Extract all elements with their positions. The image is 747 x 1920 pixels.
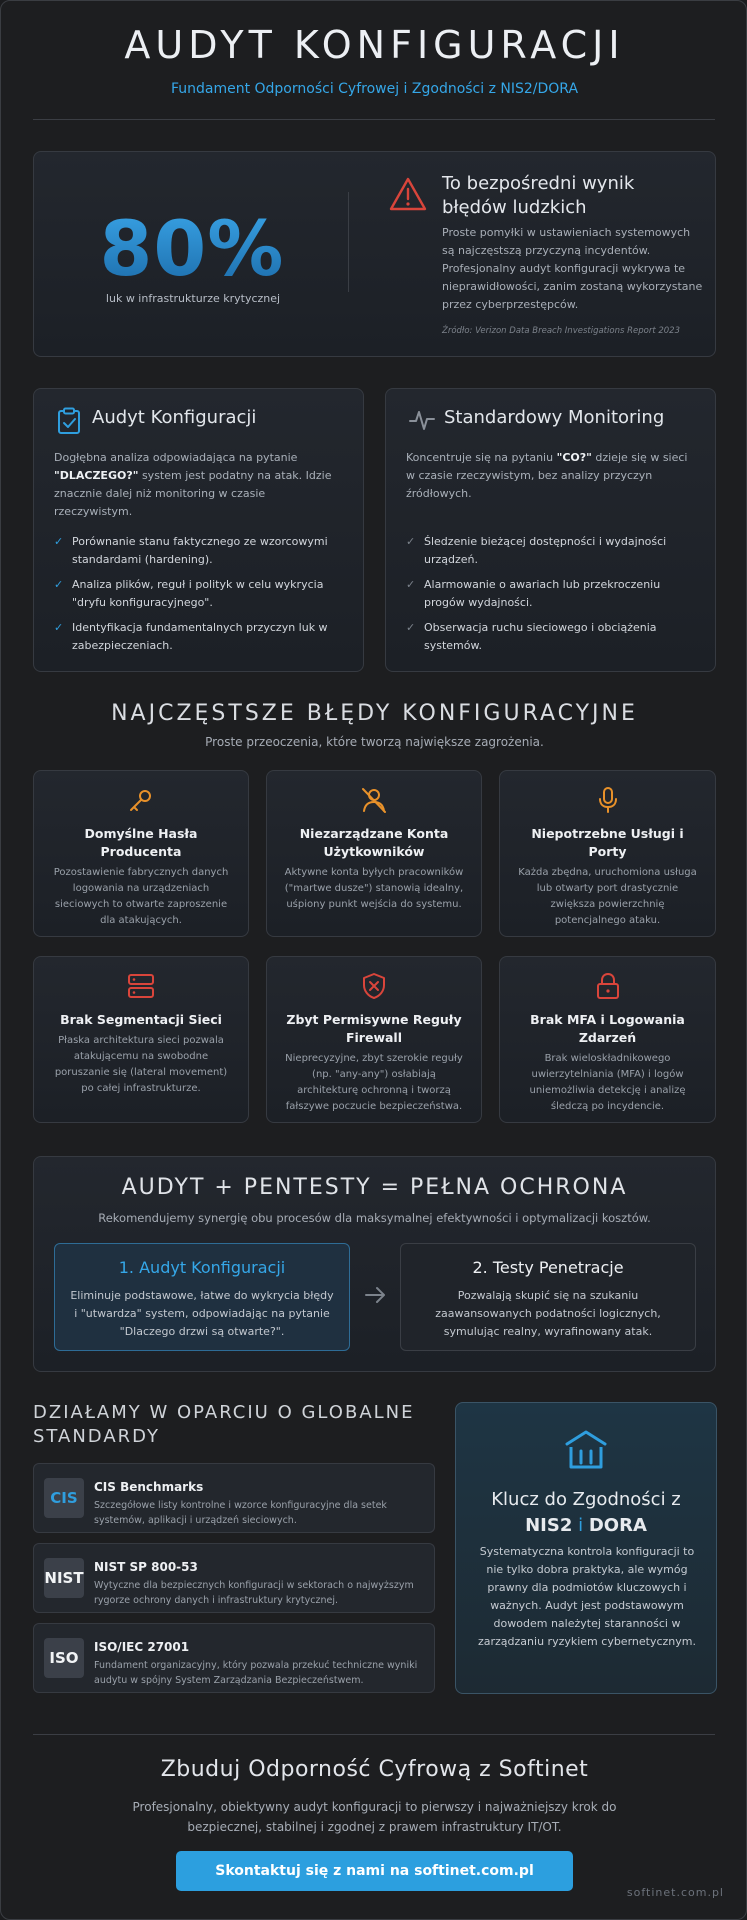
- stat-divider: [348, 192, 349, 292]
- audit-intro: [54, 449, 344, 521]
- check-icon: ✓: [54, 578, 64, 591]
- conjunction: i: [578, 1515, 584, 1536]
- list-item-text: Śledzenie bieżącej dostępności i wydajności urządzeń.: [424, 535, 667, 566]
- monitoring-intro: [406, 449, 696, 503]
- error-card-no-mfa: [499, 956, 716, 1123]
- header: [1, 23, 747, 97]
- institution-icon: [456, 1427, 716, 1473]
- user-off-icon: [267, 785, 481, 815]
- monitoring-intro-text-b: dzieje się w sieci w czasie rzeczywistym, bez analizy przyczyn źródłowych.: [406, 451, 688, 500]
- audit-title: Audyt Konfiguracji: [92, 407, 257, 428]
- standard-desc: Wytyczne dla bezpiecznych konfiguracji w sektorach o najwyższym rygorze ochrony danych i infrastruktury krytycznej.: [94, 1580, 414, 1606]
- nis2-label: NIS2: [525, 1515, 573, 1536]
- error-title: Niezarządzane Konta Użytkowników: [299, 826, 449, 859]
- list-item-text: Porównanie stanu faktycznego ze wzorcowymi standardami (hardening).: [72, 535, 328, 566]
- warning-icon: [388, 176, 428, 216]
- standard-name: ISO/IEC 27001: [94, 1640, 190, 1654]
- list-item: [54, 619, 346, 655]
- page-subtitle: Fundament Odporności Cyfrowej i Zgodności z NIS2/DORA: [170, 81, 579, 97]
- standard-item-nist: [33, 1543, 435, 1613]
- error-title: Zbyt Permisywne Reguły Firewall: [286, 1012, 462, 1045]
- error-body: Brak wieloskładnikowego uwierzytelniania (MFA) i logów uniemożliwia detekcję i analizę śledczą po incydencie.: [529, 1053, 686, 1112]
- key-icon: [34, 785, 248, 815]
- synergy-card: [33, 1156, 716, 1372]
- synergy-subtitle: Rekomendujemy synergię obu procesów dla maksymalnej efektywności i optymalizacji kosztów.: [98, 1211, 651, 1225]
- error-card-default-passwords: [33, 770, 249, 937]
- standard-badge: CIS: [44, 1478, 84, 1518]
- audit-intro-text-b: system jest podatny na atak. Idzie znacznie dalej niż monitoring w czasie rzeczywistym.: [54, 469, 332, 518]
- monitoring-intro-text-a: Koncentruje się na pytaniu: [406, 451, 557, 464]
- stat-heading: To bezpośredni wynik błędów ludzkich: [442, 173, 635, 218]
- list-item: [406, 576, 698, 612]
- contact-button[interactable]: Skontaktuj się z nami na softinet.com.pl: [176, 1851, 573, 1891]
- list-item: [406, 619, 698, 655]
- error-card-permissive-firewall: [266, 956, 482, 1123]
- standard-name: NIST SP 800-53: [94, 1560, 198, 1574]
- footer-divider: [33, 1734, 715, 1735]
- standard-desc: Szczegółowe listy kontrolne i wzorce konfiguracyjne dla setek systemów, aplikacji i urządzeń sieciowych.: [94, 1500, 387, 1526]
- footer-title: Zbuduj Odporność Cyfrową z Softinet: [160, 1757, 589, 1782]
- lock-icon: [500, 971, 715, 1001]
- compliance-card: [455, 1402, 717, 1694]
- list-item-text: Identyfikacja fundamentalnych przyczyn luk w zabezpieczeniach.: [72, 621, 328, 652]
- list-item-text: Obserwacja ruchu sieciowego i obciążenia systemów.: [424, 621, 657, 652]
- stat-body: Proste pomyłki w ustawieniach systemowych są najczęstszą przyczyną incydentów. Profesjonalny audyt konfiguracji wykrywa te nieprawidłowości, zanim zostaną wykorzystane przez cyberprzestępców.: [442, 226, 703, 311]
- step-pentest-title: 2. Testy Penetracje: [472, 1258, 624, 1277]
- check-icon: ✓: [406, 535, 416, 548]
- footer-body: Profesjonalny, obiektywny audyt konfiguracji to pierwszy i najważniejszy krok do bezpiecznej, stabilnej i zgodnej z prawem infrastruktury IT/OT.: [132, 1800, 617, 1834]
- stat-label: luk w infrastrukturze krytycznej: [105, 292, 281, 305]
- error-title: Domyślne Hasła Producenta: [84, 826, 198, 859]
- standard-item-cis: [33, 1463, 435, 1533]
- check-icon: ✓: [406, 621, 416, 634]
- error-title: Brak Segmentacji Sieci: [60, 1012, 222, 1027]
- brand-url: softinet.com.pl: [626, 1886, 724, 1899]
- errors-subtitle: Proste przeoczenia, które tworzą największe zagrożenia.: [205, 735, 544, 749]
- error-card-no-segmentation: [33, 956, 249, 1123]
- list-item-text: Analiza plików, reguł i polityk w celu wykrycia "dryfu konfiguracyjnego".: [72, 578, 324, 609]
- audit-card: [33, 388, 364, 672]
- stat-source: Źródło: Verizon Data Breach Investigations Report 2023: [442, 326, 680, 336]
- compliance-body: Systematyczna kontrola konfiguracji to nie tylko dobra praktyka, ale wymóg prawny dla podmiotów kluczowych i ważnych. Audyt jest podstawowym dowodem należytej staranności w zarządzaniu ryzykiem cybernetycznym.: [478, 1545, 696, 1648]
- error-body: Aktywne konta byłych pracowników ("martwe dusze") stanowią idealny, uśpiony punkt wejścia do systemu.: [284, 867, 464, 910]
- list-item: [406, 533, 698, 569]
- error-title: Niepotrzebne Usługi i Porty: [531, 826, 684, 859]
- audit-intro-question: "DLACZEGO?": [54, 469, 139, 482]
- list-item-text: Alarmowanie o awariach lub przekroczeniu progów wydajności.: [424, 578, 661, 609]
- microphone-icon: [500, 785, 715, 815]
- list-item: [54, 576, 346, 612]
- standard-name: CIS Benchmarks: [94, 1480, 204, 1494]
- shield-x-icon: [267, 971, 481, 1001]
- error-card-unnecessary-services: [499, 770, 716, 937]
- standard-desc: Fundament organizacyjny, który pozwala przekuć techniczne wyniki audytu w spójny System Zarządzania Bezpieczeństwem.: [94, 1660, 418, 1686]
- synergy-title: AUDYT + PENTESTY = PEŁNA OCHRONA: [121, 1175, 628, 1200]
- standards-heading: DZIAŁAMY W OPARCIU O GLOBALNE STANDARDY: [33, 1402, 415, 1447]
- check-icon: ✓: [406, 578, 416, 591]
- step-audit-body: Eliminuje podstawowe, łatwe do wykrycia błędy i "utwardza" system, odpowiadając na pytanie "Dlaczego drzwi są otwarte?".: [70, 1289, 334, 1338]
- error-card-unmanaged-accounts: [266, 770, 482, 937]
- standard-badge: NIST: [44, 1558, 84, 1598]
- monitoring-checklist: [406, 533, 698, 662]
- error-body: Nieprecyzyjne, zbyt szerokie reguły (np. "any-any") osłabiają architekturę ochronną i tworzą fałszywe poczucie bezpieczeństwa.: [285, 1053, 463, 1112]
- step-pentest-box: [400, 1243, 696, 1351]
- errors-title: NAJCZĘSTSZE BŁĘDY KONFIGURACYJNE: [111, 701, 638, 726]
- error-body: Płaska architektura sieci pozwala atakującemu na swobodne poruszanie się (lateral movement) po całej infrastrukturze.: [54, 1035, 228, 1094]
- dora-label: DORA: [588, 1515, 647, 1536]
- stat-value: 80%: [92, 204, 292, 293]
- audit-intro-text-a: Dogłębna analiza odpowiadająca na pytanie: [54, 451, 298, 464]
- server-icon: [34, 971, 248, 1001]
- monitoring-intro-question: "CO?": [556, 451, 592, 464]
- standard-item-iso: [33, 1623, 435, 1693]
- check-icon: ✓: [54, 621, 64, 634]
- compliance-title: [456, 1487, 716, 1539]
- arrow-right-icon: [364, 1285, 388, 1309]
- activity-icon: [408, 407, 436, 437]
- stat-card: [33, 151, 716, 357]
- step-audit-title: 1. Audyt Konfiguracji: [118, 1258, 286, 1277]
- error-body: Pozostawienie fabrycznych danych logowania na urządzeniach sieciowych to otwarte zaproszenie dla atakujących.: [53, 867, 229, 926]
- check-icon: ✓: [54, 535, 64, 548]
- step-pentest-body: Pozwalają skupić się na szukaniu zaawansowanych podatności logicznych, symulując realny, wyrafinowany atak.: [435, 1289, 661, 1338]
- standard-badge: ISO: [44, 1638, 84, 1678]
- step-audit-box: [54, 1243, 350, 1351]
- audit-checklist: [54, 533, 346, 662]
- error-body: Każda zbędna, uruchomiona usługa lub otwarty port drastycznie zwiększa powierzchnię potencjalnego ataku.: [518, 867, 697, 926]
- list-item: [54, 533, 346, 569]
- header-divider: [33, 119, 715, 120]
- monitoring-title: Standardowy Monitoring: [444, 407, 665, 428]
- error-title: Brak MFA i Logowania Zdarzeń: [530, 1012, 685, 1045]
- monitoring-card: [385, 388, 716, 672]
- clipboard-check-icon: [56, 407, 82, 439]
- page-title: AUDYT KONFIGURACJI: [124, 23, 625, 67]
- compliance-title-line: Klucz do Zgodności z: [491, 1489, 681, 1510]
